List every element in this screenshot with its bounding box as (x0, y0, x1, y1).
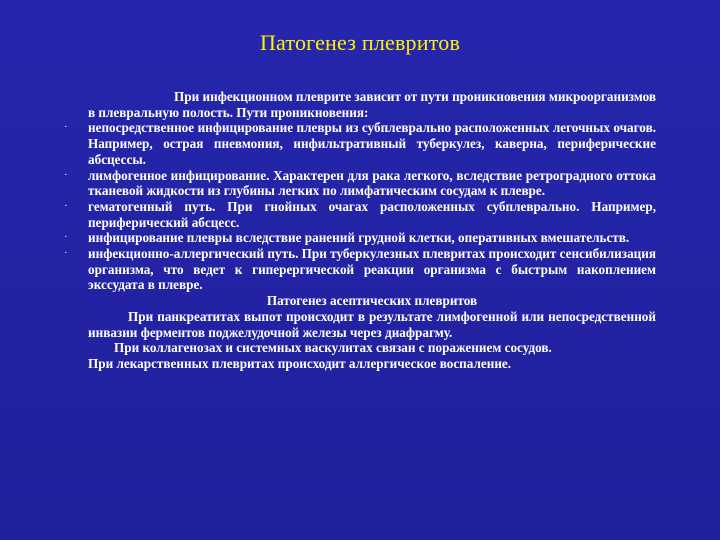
bullet-text: гематогенный путь. При гнойных очагах расположенных субплеврально. Например, периферический абсцесс. (88, 198, 656, 230)
bullet-marker: · (64, 199, 68, 212)
intro-paragraph: При инфекционном плеврите зависит от пути проникновения микроорганизмов в плевральную полость. Пути проникновения: (88, 89, 656, 120)
bullet-marker: · (64, 247, 68, 260)
bullet-text: инфицирование плевры вследствие ранений грудной клетки, оперативных вмешательств. (88, 230, 630, 246)
bullet-marker: · (64, 121, 68, 134)
bullet-marker: · (64, 168, 68, 181)
slide-title: Патогенез плевритов (259, 30, 461, 55)
bullet-item-2 (64, 167, 656, 199)
pancreatitis-paragraph: При панкреатитах выпот происходит в результате лимфогенной или непосредственной инвазии ферментов поджелудочной железы через диафрагму. (88, 308, 656, 340)
collagenosis-paragraph: При коллагенозах и системных васкулитах связан с поражением сосудов. (114, 340, 552, 356)
bullet-text: инфекционно-аллергический путь. При туберкулезных плевритах происходит сенсибилизация организма, что ведет к гиперергической реакции организма с быстрым накоплением экссудата в плевре. (88, 246, 657, 293)
bullet-item-4 (64, 230, 656, 246)
bullet-text: непосредственное инфицирование плевры из субплеврально расположенных легочных очагов. Например, острая пневмония, инфильтративный туберкулез, каверна, периферические абсцессы. (88, 120, 656, 167)
bullet-item-3 (64, 198, 656, 230)
bullet-text: лимфогенное инфицирование. Характерен для рака легкого, вследствие ретроградного оттока тканевой жидкости из глубины легких по лимфатическим сосудам к плевре. (88, 167, 656, 199)
bullet-item-5 (64, 246, 657, 293)
drug-pleurisy-paragraph: При лекарственных плевритах происходит аллергическое воспаление. (88, 355, 512, 371)
bullet-marker: · (64, 231, 68, 244)
bullet-item-1 (64, 120, 656, 167)
aseptic-subheading: Патогенез асептических плевритов (266, 293, 478, 309)
slide-body (64, 89, 657, 372)
